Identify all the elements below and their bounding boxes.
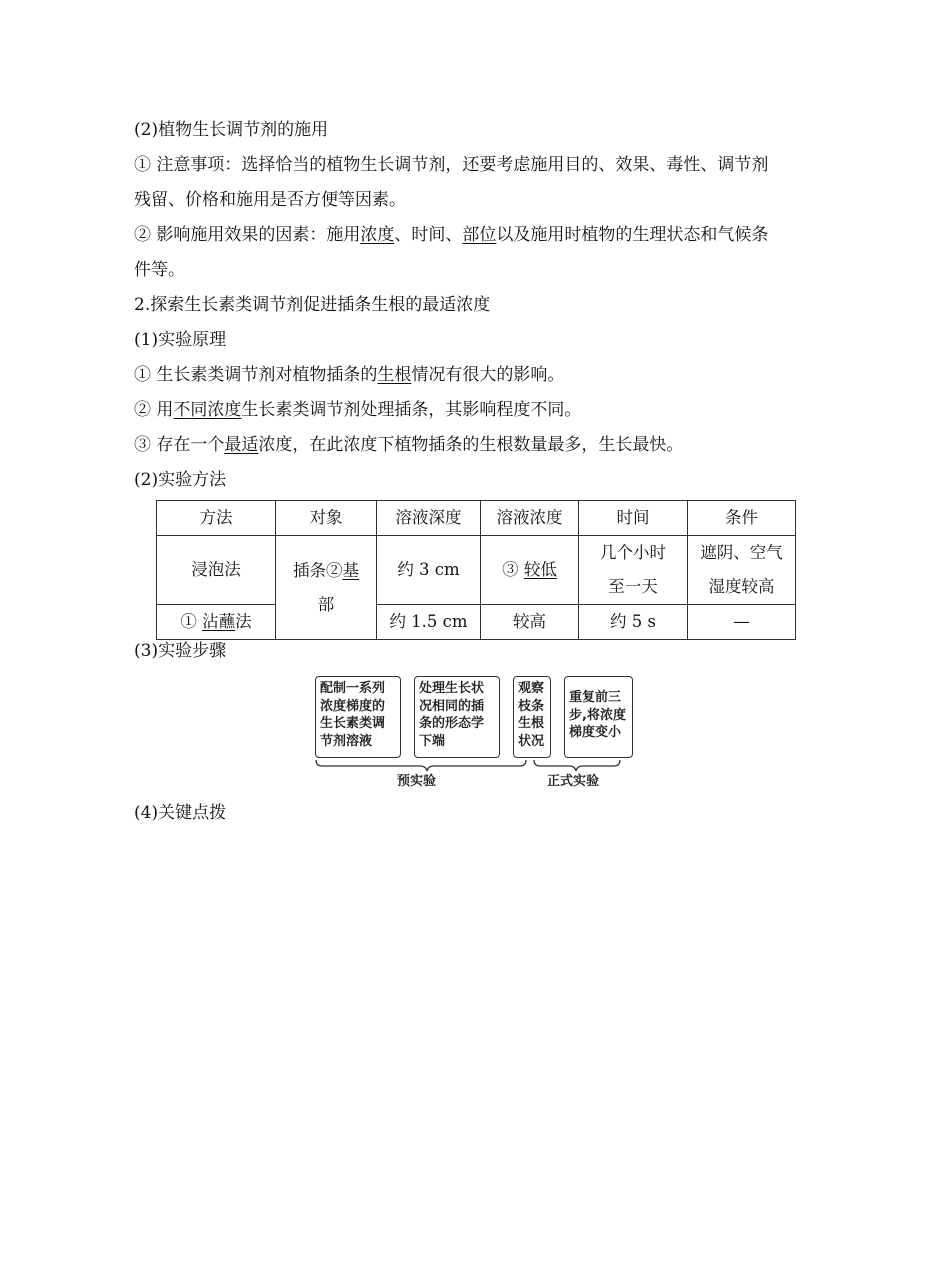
document-body [134, 113, 824, 498]
header-object: 对象 [276, 501, 377, 536]
cell-dip-method: ① 沾蘸法 [157, 605, 276, 640]
principle-item-3: ③ 存在一个最适浓度，在此浓度下植物插条的生根数量最多，生长最快。 [134, 435, 684, 455]
header-method: 方法 [157, 501, 276, 536]
experiment-flow-diagram [312, 674, 642, 794]
answer-blank-optimal: 最适 [224, 435, 259, 455]
principle-item-1: ① 生长素类调节剂对植物插条的生根情况有很大的影响。 [134, 365, 565, 385]
cell-condition-soak: 遮阴、空气 湿度较高 [688, 536, 796, 605]
methods-table [156, 500, 796, 640]
cell-object: 插条②基 部 [276, 536, 377, 640]
label-pre-experiment: 预实验 [397, 774, 437, 789]
answer-blank-site: 部位 [462, 225, 497, 245]
table-row [157, 536, 796, 605]
flow-box-repeat: 重复前三 步,将浓度 梯度变小 [564, 676, 633, 758]
cell-depth-soak: 约 3 cm [377, 536, 481, 605]
header-concentration: 溶液浓度 [481, 501, 579, 536]
label-formal-experiment: 正式实验 [547, 774, 600, 789]
section-title-regulator-use: (2)植物生长调节剂的施用 [134, 120, 329, 140]
cell-condition-dip: — [688, 605, 796, 640]
principle-title: (1)实验原理 [134, 330, 227, 350]
flow-box-prepare: 配制一系列 浓度梯度的 生长素类调 节剂溶液 [315, 676, 401, 758]
cell-time-soak: 几个小时 至一天 [579, 536, 688, 605]
answer-blank-base: 基 [342, 560, 359, 580]
key-points-title: (4)关键点拨 [134, 803, 227, 823]
answer-blank-dip: 沾蘸 [202, 612, 236, 631]
factors-line-2: 件等。 [134, 260, 185, 280]
answer-blank-rooting: 生根 [377, 365, 412, 385]
cell-depth-dip: 约 1.5 cm [377, 605, 481, 640]
answer-blank-different-concentration: 不同浓度 [173, 400, 242, 420]
precautions-line-2: 残留、价格和施用是否方便等因素。 [134, 190, 406, 210]
cell-concentration-high: 较高 [481, 605, 579, 640]
factors-line-1: ② 影响施用效果的因素：施用浓度、时间、部位以及施用时植物的生理状态和气候条 [134, 225, 769, 245]
section-title-explore: 2.探索生长素类调节剂促进插条生根的最适浓度 [134, 295, 491, 315]
header-condition: 条件 [688, 501, 796, 536]
flow-box-treat: 处理生长状 况相同的插 条的形态学 下端 [414, 676, 500, 758]
table-row [157, 605, 796, 640]
answer-blank-concentration: 浓度 [360, 225, 395, 245]
header-time: 时间 [579, 501, 688, 536]
precautions-line-1: ① 注意事项：选择恰当的植物生长调节剂，还要考虑施用目的、效果、毒性、调节剂 [134, 155, 769, 175]
cell-soaking-method: 浸泡法 [157, 536, 276, 605]
answer-blank-lower: 较低 [523, 560, 557, 579]
steps-title: (3)实验步骤 [134, 641, 227, 661]
principle-item-2: ② 用不同浓度生长素类调节剂处理插条，其影响程度不同。 [134, 400, 582, 420]
method-title: (2)实验方法 [134, 470, 227, 490]
flow-box-observe: 观察 枝条 生根 状况 [513, 676, 551, 758]
table-header-row [157, 501, 796, 536]
header-depth: 溶液深度 [377, 501, 481, 536]
cell-concentration-low: ③ 较低 [481, 536, 579, 605]
cell-time-dip: 约 5 s [579, 605, 688, 640]
